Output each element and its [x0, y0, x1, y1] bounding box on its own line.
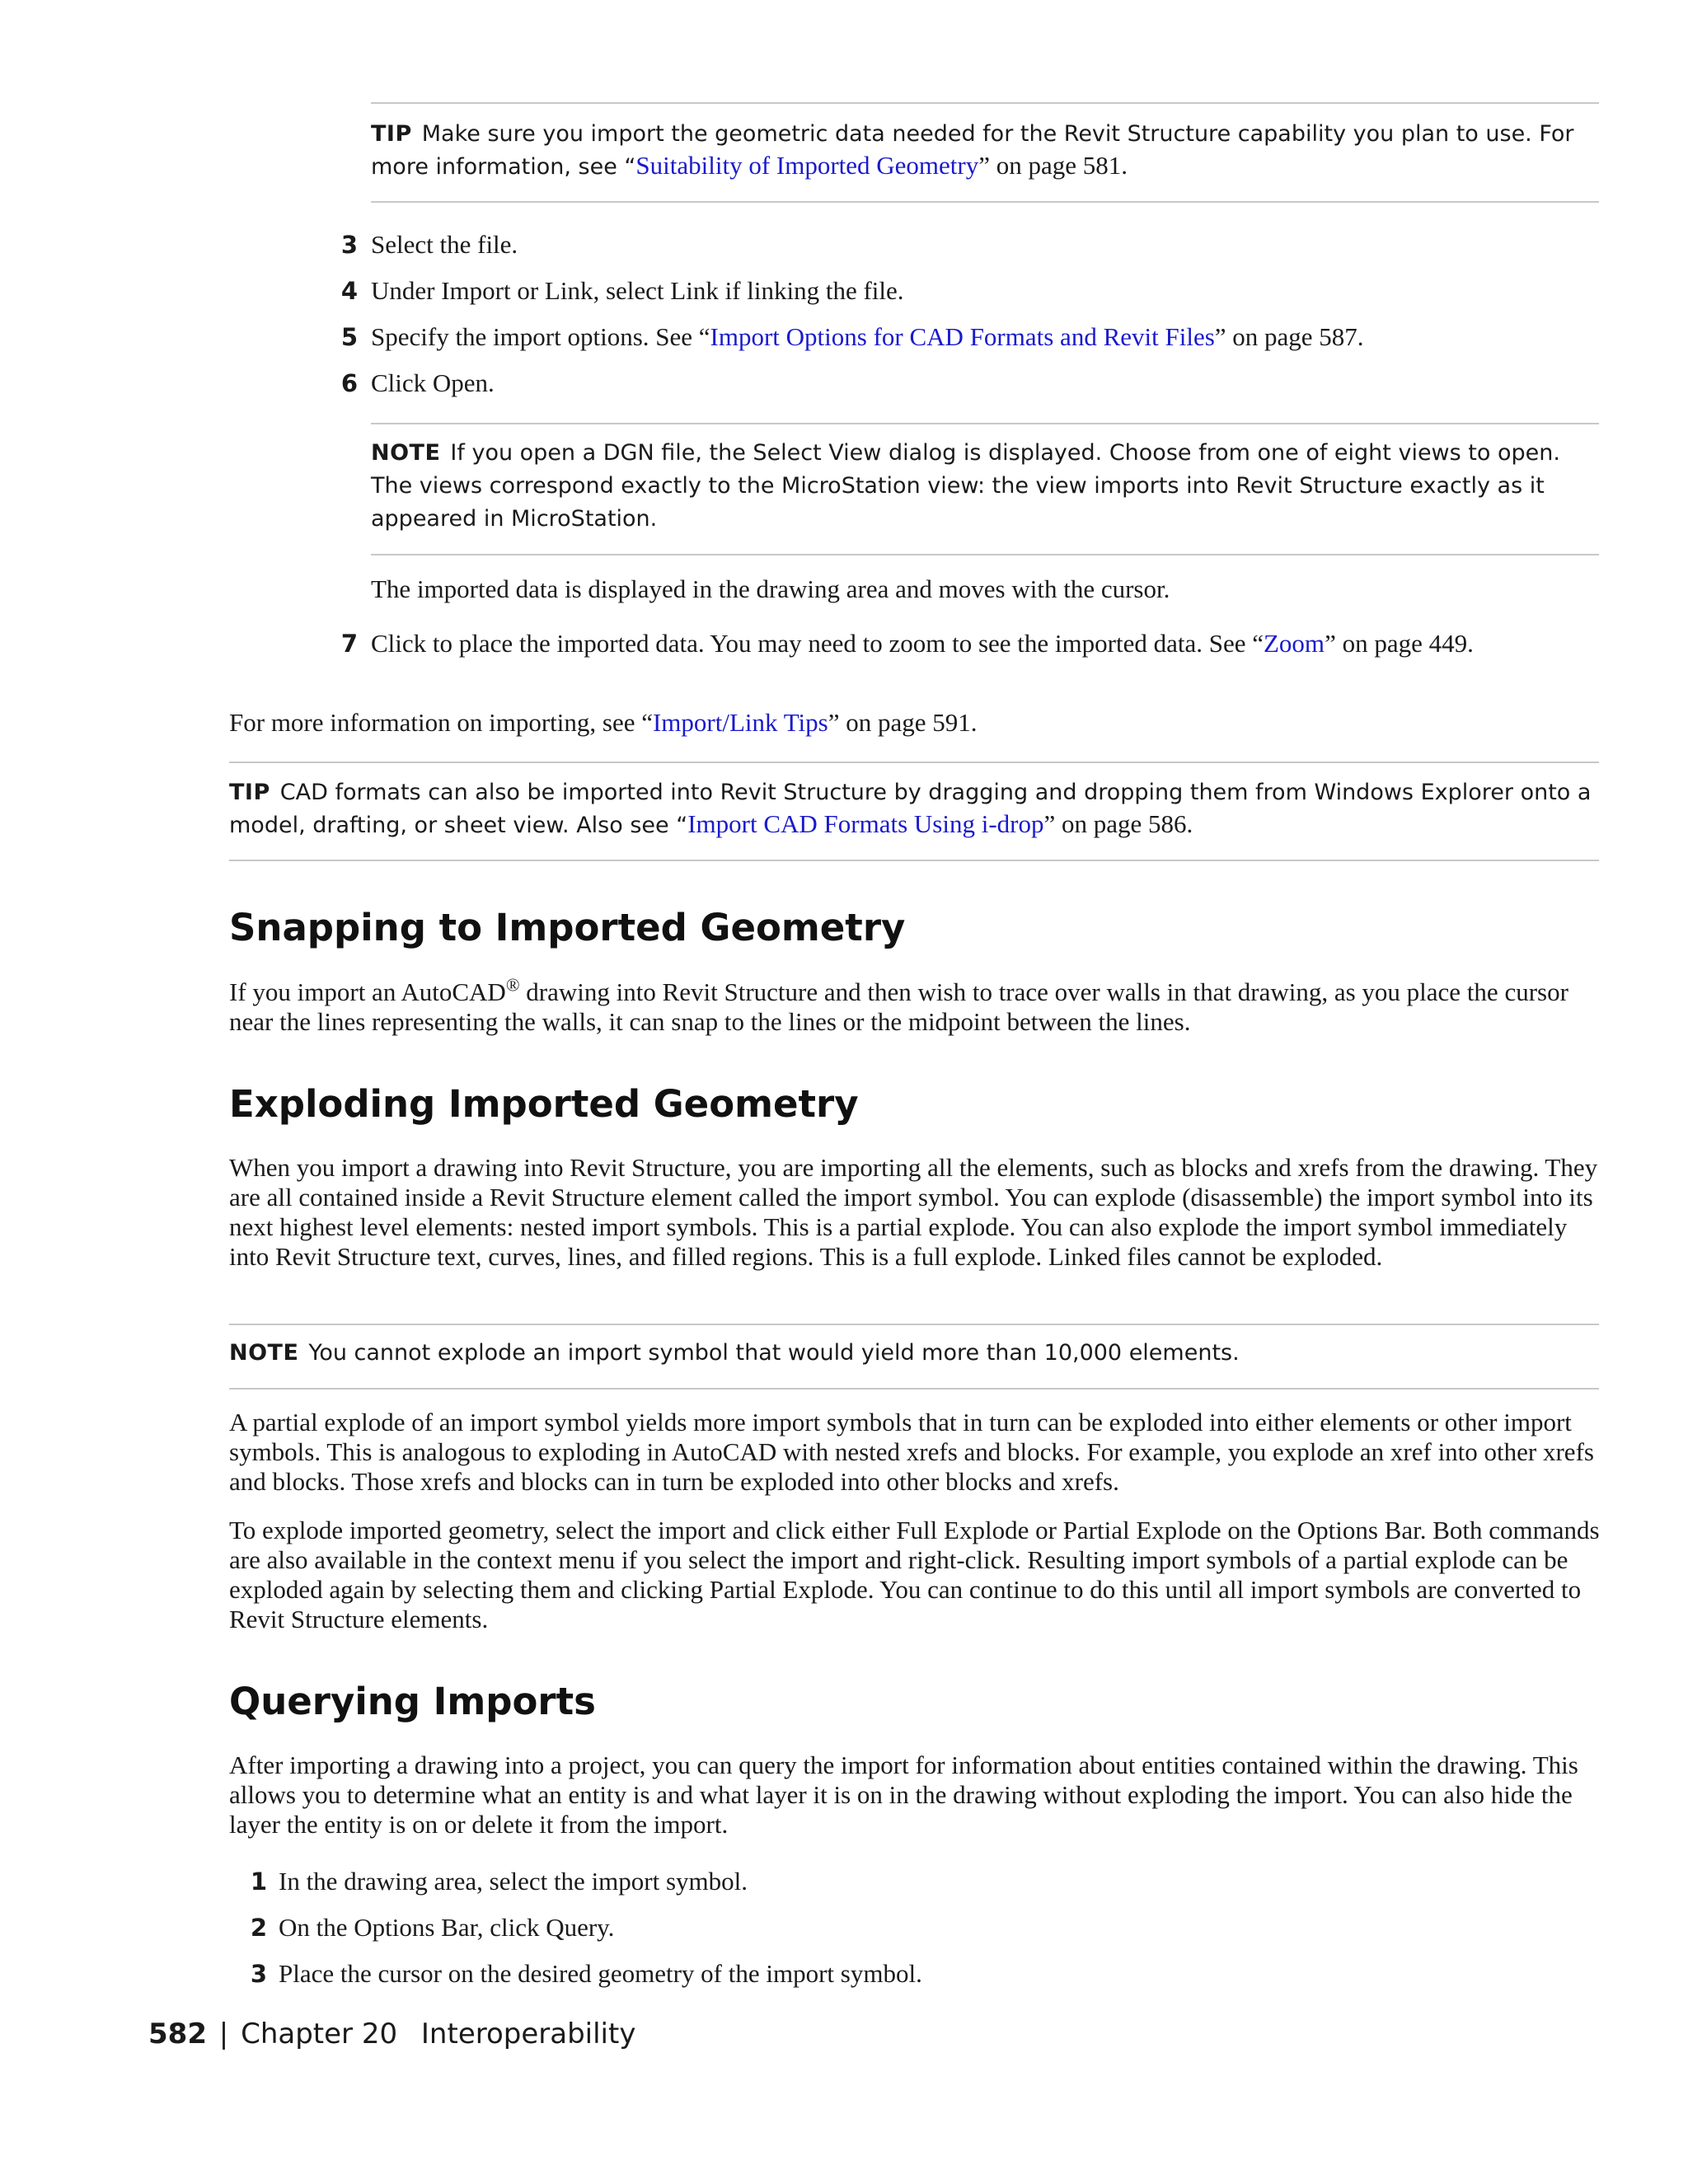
step7-text-a: Click to place the imported data. You may need to zoom to see the imported data. See “: [371, 629, 1264, 658]
snapping-text-a: If you import an AutoCAD: [229, 977, 506, 1006]
tip2-block: [229, 776, 1606, 842]
footer-separator: |: [218, 2018, 229, 2050]
step-number: 3: [250, 1960, 267, 1988]
registered-mark: ®: [505, 974, 520, 996]
tip2-label: TIP: [229, 780, 270, 805]
step-number: 7: [340, 630, 358, 658]
step7-text-b: ” on page 449.: [1325, 629, 1474, 658]
exploding-paragraph-1: When you import a drawing into Revit Structure, you are importing all the elements, such as blocks and xrefs from the drawing. They are all contained inside a Revit Structure element called the import symbol. You can explode (disassemble) the import symbol into its next highest level elements: nested import symbols. This is a partial explode. You can also explode the import symbol immediately into Revit Structure text, curves, lines, and filled regions. This is a full explode. Linked files cannot be exploded.: [229, 1153, 1598, 1271]
query-step-text: Place the cursor on the desired geometry of the import symbol.: [279, 1959, 922, 1988]
more-info-text-b: ” on page 591.: [828, 708, 978, 737]
step-number: 4: [340, 277, 358, 305]
idrop-link[interactable]: Import CAD Formats Using i-drop: [687, 809, 1044, 838]
page-footer: [148, 2018, 635, 2050]
tip1-link[interactable]: Suitability of Imported Geometry: [635, 151, 979, 180]
querying-paragraph: After importing a drawing into a project, you can query the import for information about entities contained within the drawing. This allows you to determine what an entity is and what layer it is on in the drawing without exploding the import. You can also hide the layer the entity is on or delete it from the import.: [229, 1750, 1578, 1839]
step-text-b: ” on page 587.: [1214, 322, 1364, 351]
note2-bottom-rule: [229, 1388, 1599, 1390]
tip2-bottom-rule: [229, 860, 1599, 861]
tip1-label: TIP: [371, 121, 412, 147]
zoom-link[interactable]: Zoom: [1264, 629, 1325, 658]
step-text-a: Specify the import options. See “: [371, 322, 710, 351]
note2-top-rule: [229, 1324, 1599, 1325]
tip1-bottom-rule: [371, 201, 1599, 203]
exploding-heading: Exploding Imported Geometry: [229, 1082, 859, 1126]
exploding-paragraph-3: To explode imported geometry, select the import and click either Full Explode or Partial Explode on the Options Bar. Both commands are also available in the context menu if you select the import and right-click. Resulting import symbols of a partial explode can be exploded again by selecting them and clicking Partial Explode. You can continue to do this until all import symbols are converted to Revit Structure elements.: [229, 1516, 1600, 1633]
note2-block: [229, 1337, 1599, 1370]
tip1-text-b: ” on page 581.: [978, 151, 1128, 180]
snapping-text-b: drawing into Revit Structure and then wish to trace over walls in that drawing, as you place the cursor near the lines representing the walls, it can snap to the lines or the midpoint between the lines.: [229, 977, 1568, 1036]
querying-heading: Querying Imports: [229, 1680, 596, 1723]
note1-top-rule: [371, 423, 1599, 424]
step-number: 3: [340, 231, 358, 259]
note1-block: [371, 437, 1607, 536]
chapter-label: Chapter 20: [241, 2018, 398, 2050]
step7-text: [371, 629, 1599, 658]
tip1-text-a: Make sure you import the geometric data needed for the Revit Structure capability you plan to use. For more information, see “: [371, 121, 1574, 180]
tip1-top-rule: [371, 102, 1599, 104]
snapping-heading: Snapping to Imported Geometry: [229, 906, 906, 949]
query-step-text: In the drawing area, select the import symbol.: [279, 1867, 748, 1896]
imported-data-paragraph: The imported data is displayed in the drawing area and moves with the cursor.: [371, 574, 1170, 603]
note2-label: NOTE: [229, 1340, 299, 1366]
step-number: 6: [340, 369, 358, 397]
step-number: 1: [250, 1868, 267, 1896]
snapping-paragraph: [229, 974, 1606, 1037]
tip2-top-rule: [229, 762, 1599, 763]
step-number: 5: [340, 323, 358, 351]
import-link-tips-link[interactable]: Import/Link Tips: [652, 708, 828, 737]
chapter-title: Interoperability: [420, 2018, 636, 2050]
note1-label: NOTE: [371, 440, 441, 466]
more-info-paragraph: [229, 708, 1597, 738]
query-step-text: On the Options Bar, click Query.: [279, 1913, 615, 1942]
note1-bottom-rule: [371, 554, 1599, 555]
note2-text: You cannot explode an import symbol that would yield more than 10,000 elements.: [308, 1340, 1240, 1366]
tip2-text-b: ” on page 586.: [1043, 809, 1193, 838]
tip2-text-a: CAD formats can also be imported into Revit Structure by dragging and dropping them from Windows Explorer onto a model, drafting, or sheet view. Also see “: [229, 780, 1592, 838]
exploding-paragraph-2: A partial explode of an import symbol yields more import symbols that in turn can be exploded into either elements or other import symbols. This is analogous to exploding in AutoCAD with nested xrefs and blocks. For example, you explode an xref into other xrefs and blocks. Those xrefs and blocks can in turn be exploded into other blocks and xrefs.: [229, 1408, 1594, 1496]
import-options-link[interactable]: Import Options for CAD Formats and Revit Files: [710, 322, 1215, 351]
step-number: 2: [250, 1914, 267, 1942]
more-info-text-a: For more information on importing, see “: [229, 708, 653, 737]
step-text: Under Import or Link, select Link if linking the file.: [371, 276, 904, 305]
tip1-block: [371, 118, 1599, 184]
page-number: 582: [148, 2018, 207, 2050]
step-text: Select the file.: [371, 230, 518, 259]
note1-text: If you open a DGN file, the Select View dialog is displayed. Choose from one of eight views to open. The views correspond exactly to the MicroStation view: the view imports into Revit Structure exactly as it appeared in MicroStation.: [371, 440, 1560, 532]
step-text: Click Open.: [371, 368, 495, 397]
step-text: [371, 322, 1599, 352]
